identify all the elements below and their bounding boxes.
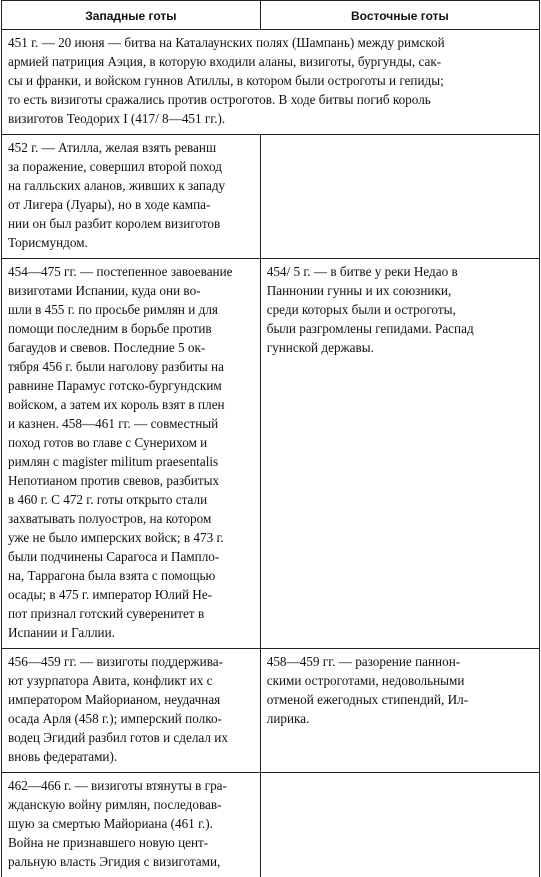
- text-line: шли в 455 г. по просьбе римлян и для: [8, 300, 254, 319]
- header-east-goths: Восточные готы: [260, 1, 539, 30]
- text-line: на, Таррагона была взята с помощью: [8, 566, 254, 585]
- text-line: лирика.: [267, 709, 533, 728]
- text-line: захватывать полуостров, на котором: [8, 509, 254, 528]
- east-cell: [260, 259, 539, 649]
- text-line: шую за смертью Майориана (461 г.).: [8, 814, 254, 833]
- text-line: армией патриция Аэция, в которую входили аланы, визиготы, бургунды, сак-: [8, 52, 533, 71]
- text-line: 456—459 гг. — визиготы поддержива-: [8, 652, 254, 671]
- text-line: осада Арля (458 г.); имперский полко-: [8, 709, 254, 728]
- table-row: [2, 259, 540, 649]
- east-cell-empty: [260, 135, 539, 259]
- text-line: от Лигера (Луары), но в ходе кампа-: [8, 195, 254, 214]
- west-cell: [2, 773, 261, 877]
- text-line: Торисмундом.: [8, 233, 254, 252]
- text-line: гуннской державы.: [267, 338, 533, 357]
- text-line: войском, а затем их король взят в плен: [8, 395, 254, 414]
- text-line: в 460 г. С 472 г. готы открыто стали: [8, 490, 254, 509]
- text-line: сы и франки, и войском гуннов Атиллы, в котором были остроготы и гепиды;: [8, 71, 533, 90]
- text-line: 452 г. — Атилла, желая взять реванш: [8, 138, 254, 157]
- west-cell: [2, 259, 261, 649]
- text-line: и казнен. 458—461 гг. — совместный: [8, 414, 254, 433]
- text-line: среди которых были и остроготы,: [267, 300, 533, 319]
- table-row: [2, 649, 540, 773]
- text-line: водец Эгидий разбил готов и сделал их: [8, 728, 254, 747]
- text-line: 454/ 5 г. — в битве у реки Недао в: [267, 262, 533, 281]
- text-line: Непотианом против свевов, разбитых: [8, 471, 254, 490]
- text-line: 458—459 гг. — разорение паннон-: [267, 652, 533, 671]
- text-line: 462—466 г. — визиготы втянуты в гра-: [8, 776, 254, 795]
- text-line: отменой ежегодных стипендий, Ил-: [267, 690, 533, 709]
- text-line: были разгромлены гепидами. Распад: [267, 319, 533, 338]
- chronology-table: [1, 0, 540, 877]
- text-line: 454—475 гг. — постепенное завоевание: [8, 262, 254, 281]
- text-line: пот признал готский суверенитет в: [8, 604, 254, 623]
- text-line: скими остроготами, недовольными: [267, 671, 533, 690]
- table-row: [2, 135, 540, 259]
- text-line: за поражение, совершил второй поход: [8, 157, 254, 176]
- text-line: то есть визиготы сражались против остроготов. В ходе битвы погиб король: [8, 90, 533, 109]
- table-row: [2, 773, 540, 877]
- text-line: визиготами Испании, куда они во-: [8, 281, 254, 300]
- text-line: Испании и Галлии.: [8, 623, 254, 642]
- row-451-full-cell: [2, 30, 540, 135]
- west-cell: [2, 649, 261, 773]
- text-line: нии он был разбит королем визиготов: [8, 214, 254, 233]
- text-line: ют узурпатора Авита, конфликт их с: [8, 671, 254, 690]
- text-line: ральную власть Эгидия с визиготами,: [8, 852, 254, 871]
- text-line: поход готов во главе с Сунерихом и: [8, 433, 254, 452]
- text-line: вновь федератами).: [8, 747, 254, 766]
- west-cell: [2, 135, 261, 259]
- text-line: тября 456 г. были наголову разбиты на: [8, 357, 254, 376]
- text-line: 451 г. — 20 июня — битва на Каталаунских полях (Шампань) между римской: [8, 33, 533, 52]
- text-line: на галльских аланов, живших к западу: [8, 176, 254, 195]
- text-line: помощи последним в борьбе против: [8, 319, 254, 338]
- east-cell: [260, 649, 539, 773]
- text-line: были подчинены Сарагоса и Пампло-: [8, 547, 254, 566]
- text-line: уже не было имперских войск; в 473 г.: [8, 528, 254, 547]
- east-cell-empty: [260, 773, 539, 877]
- table-row: [2, 30, 540, 135]
- header-west-goths: Западные готы: [2, 1, 261, 30]
- text-line: императором Майорианом, неудачная: [8, 690, 254, 709]
- text-line: Паннонии гунны и их союзники,: [267, 281, 533, 300]
- text-line: багаудов и свевов. Последние 5 ок-: [8, 338, 254, 357]
- text-line: осады; в 475 г. император Юлий Не-: [8, 585, 254, 604]
- text-line: визиготов Теодорих I (417/ 8—451 гг.).: [8, 109, 533, 128]
- text-line: римлян с magister militum praesentalis: [8, 452, 254, 471]
- header-row: [2, 1, 540, 30]
- text-line: Война не признавшего новую цент-: [8, 833, 254, 852]
- text-line: жданскую войну римлян, последовав-: [8, 795, 254, 814]
- text-line: равнине Парамус готско-бургундским: [8, 376, 254, 395]
